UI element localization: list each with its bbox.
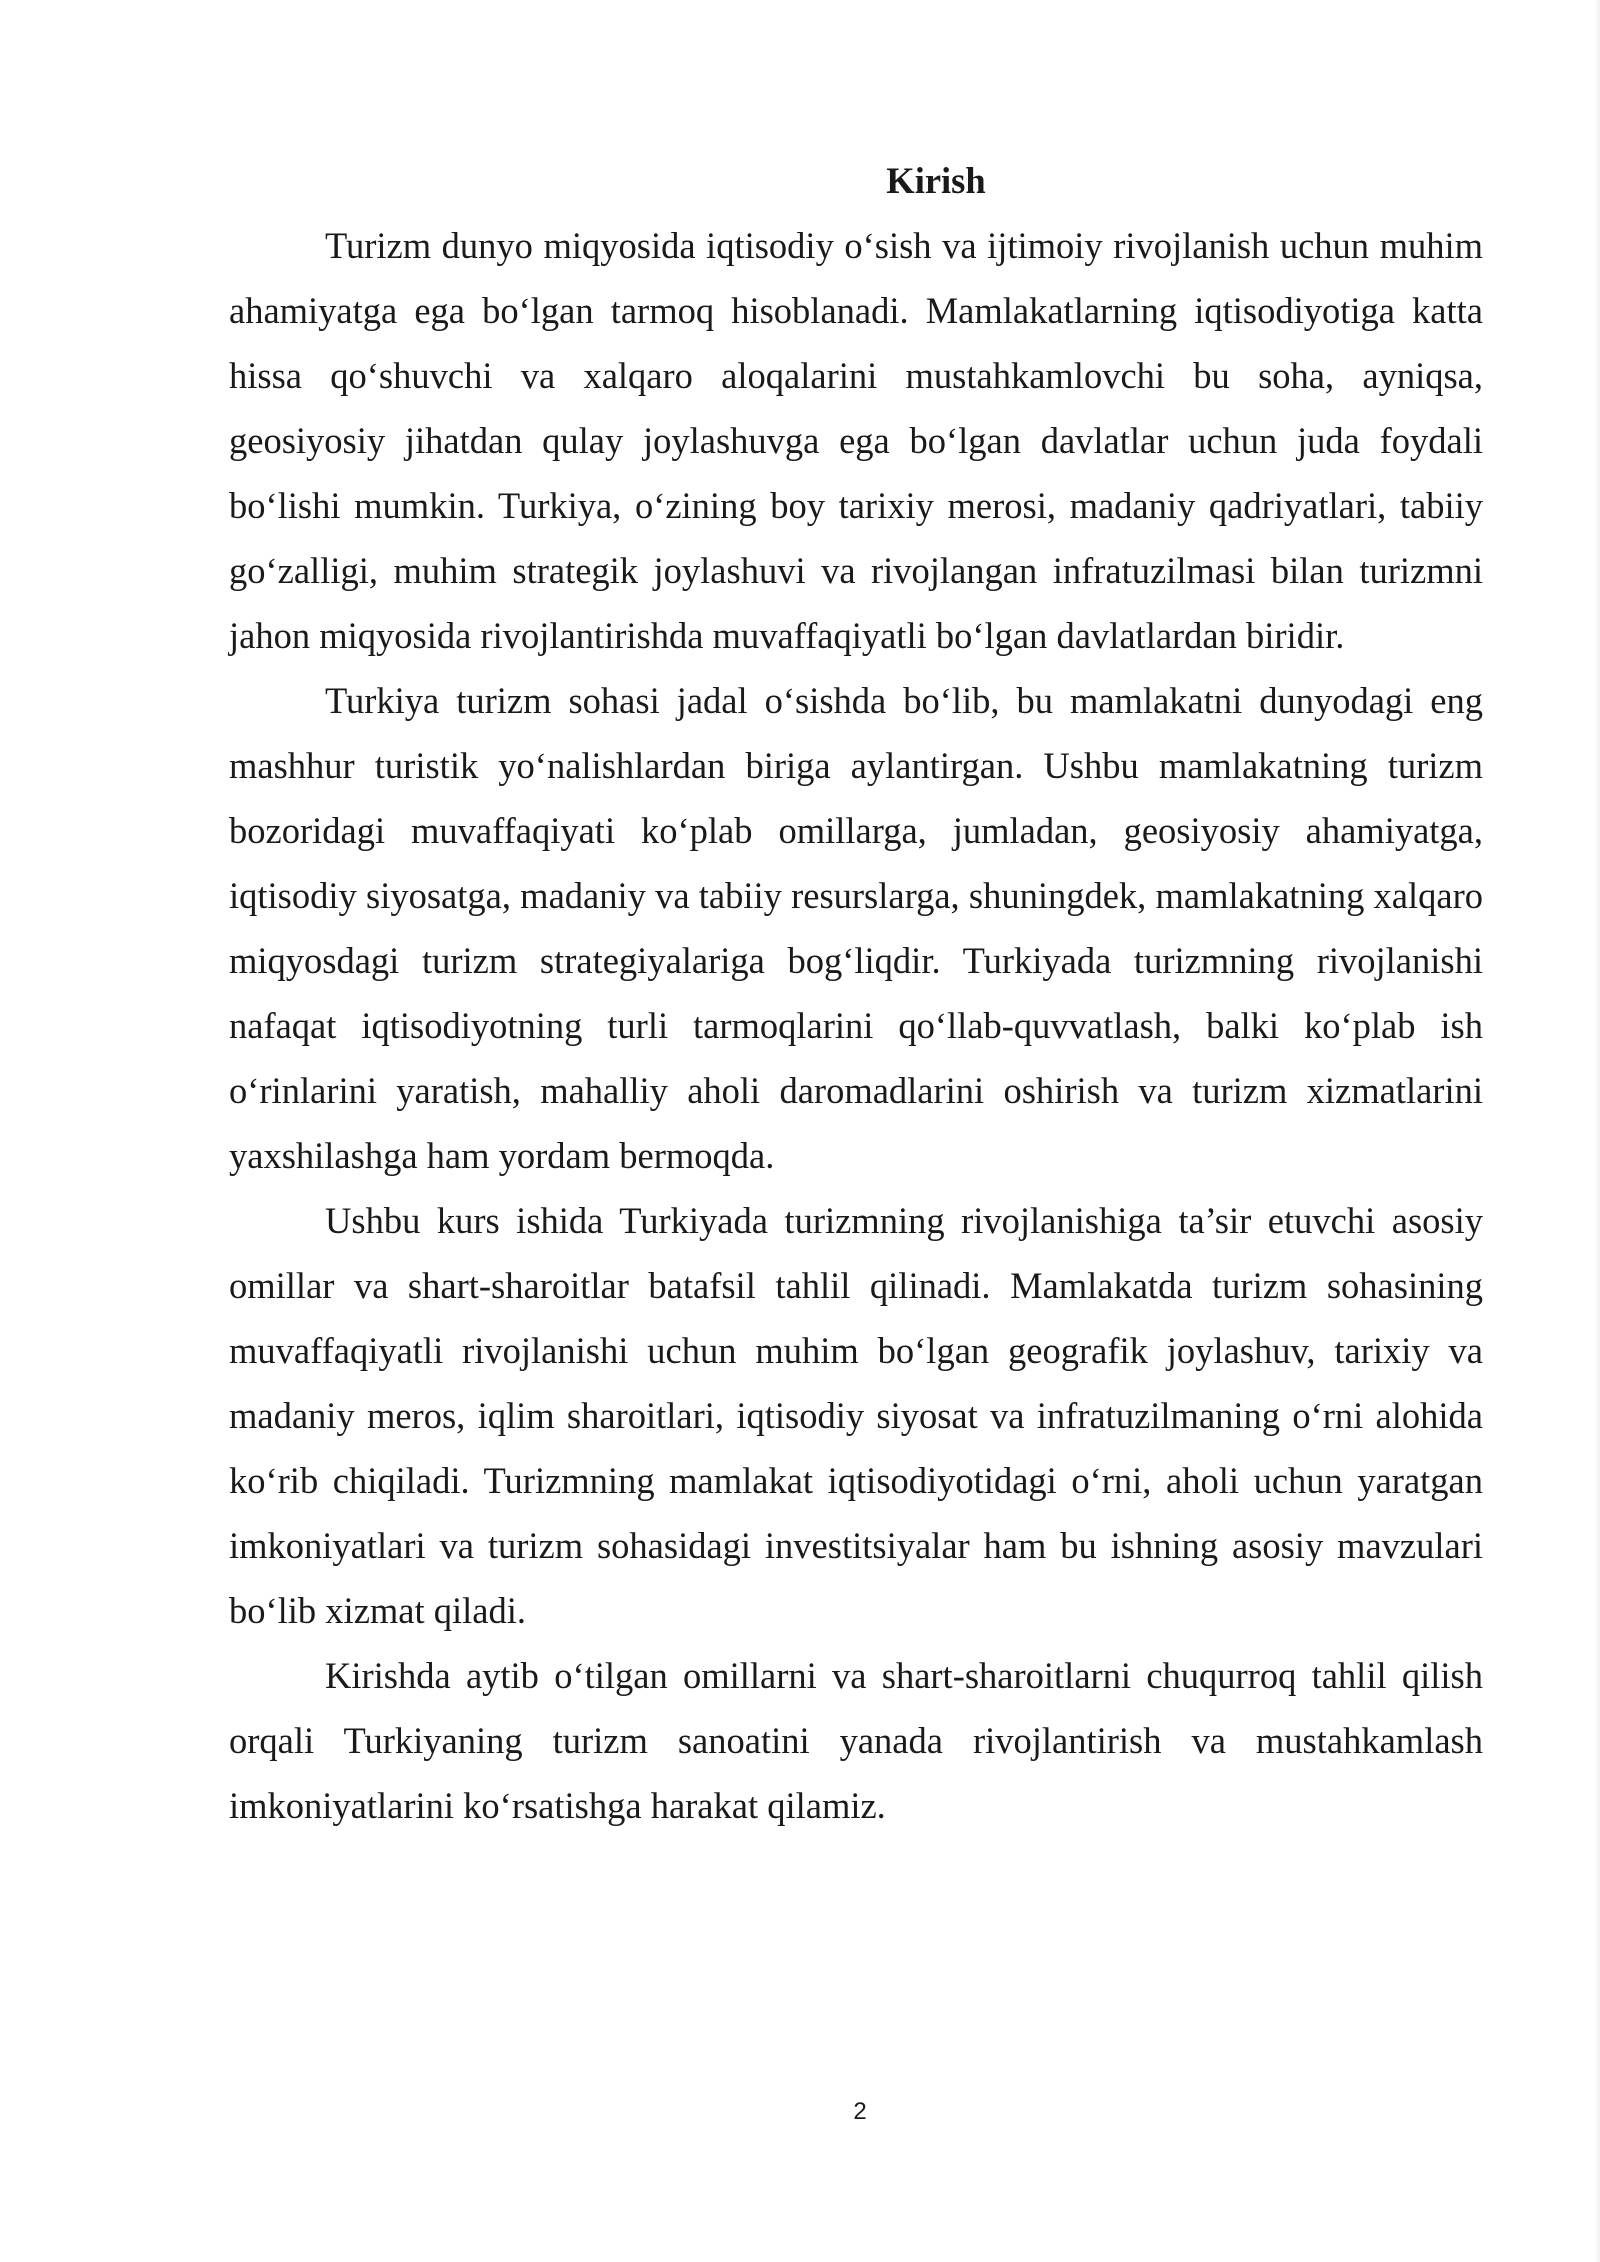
section-title: Kirish [886,160,986,201]
page-content [229,148,1483,1838]
paragraph-3: Ushbu kurs ishida Turkiyada turizmning rivojlanishiga ta’sir etuvchi asosiy omillar va shart-sharoitlar batafsil tahlil qilinadi. Mamlakatda turizm sohasining muvaffaqiyatli rivojlanishi uchun muhim bo‘lgan geografik joylashuv, tarixiy va madaniy meros, iqlim sharoitlari, iqtisodiy siyosat va infratuzilmaning o‘rni alohida ko‘rib chiqiladi. Turizmning mamlakat iqtisodiyotidagi o‘rni, aholi uchun yaratgan imkoniyatlari va turizm sohasidagi investitsiyalar ham bu ishning asosiy mavzulari bo‘lib xizmat qiladi. [229,1200,1483,1631]
page-number: 2 [853,2098,867,2125]
paragraph-2: Turkiya turizm sohasi jadal o‘sishda bo‘lib, bu mamlakatni dunyodagi eng mashhur turistik yo‘nalishlardan biriga aylantirgan. Ushbu mamlakatning turizm bozoridagi muvaffaqiyati ko‘plab omillarga, jumladan, geosiyosiy ahamiyatga, iqtisodiy siyosatga, madaniy va tabiiy resurslarga, shuningdek, mamlakatning xalqaro miqyosdagi turizm strategiyalariga bog‘liqdir. Turkiyada turizmning rivojlanishi nafaqat iqtisodiyotning turli tarmoqlarini qo‘llab-quvvatlash, balki ko‘plab ish o‘rinlarini yaratish, mahalliy aholi daromadlarini oshirish va turizm xizmatlarini yaxshilashga ham yordam bermoqda. [229,680,1483,1176]
paragraph-4: Kirishda aytib o‘tilgan omillarni va shart-sharoitlarni chuqurroq tahlil qilish orqali Turkiyaning turizm sanoatini yanada rivojlantirish va mustahkamlash imkoniyatlarini ko‘rsatishga harakat qilamiz. [229,1655,1483,1826]
paragraph-1: Turizm dunyo miqyosida iqtisodiy o‘sish va ijtimoiy rivojlanish uchun muhim ahamiyatga ega bo‘lgan tarmoq hisoblanadi. Mamlakatlarning iqtisodiyotiga katta hissa qo‘shuvchi va xalqaro aloqalarini mustahkamlovchi bu soha, ayniqsa, geosiyosiy jihatdan qulay joylashuvga ega bo‘lgan davlatlar uchun juda foydali bo‘lishi mumkin. Turkiya, o‘zining boy tarixiy merosi, madaniy qadriyatlari, tabiiy go‘zalligi, muhim strategik joylashuvi va rivojlangan infratuzilmasi bilan turizmni jahon miqyosida rivojlantirishda muvaffaqiyatli bo‘lgan davlatlardan biridir. [229,225,1483,656]
page-edge [1594,0,1600,2262]
